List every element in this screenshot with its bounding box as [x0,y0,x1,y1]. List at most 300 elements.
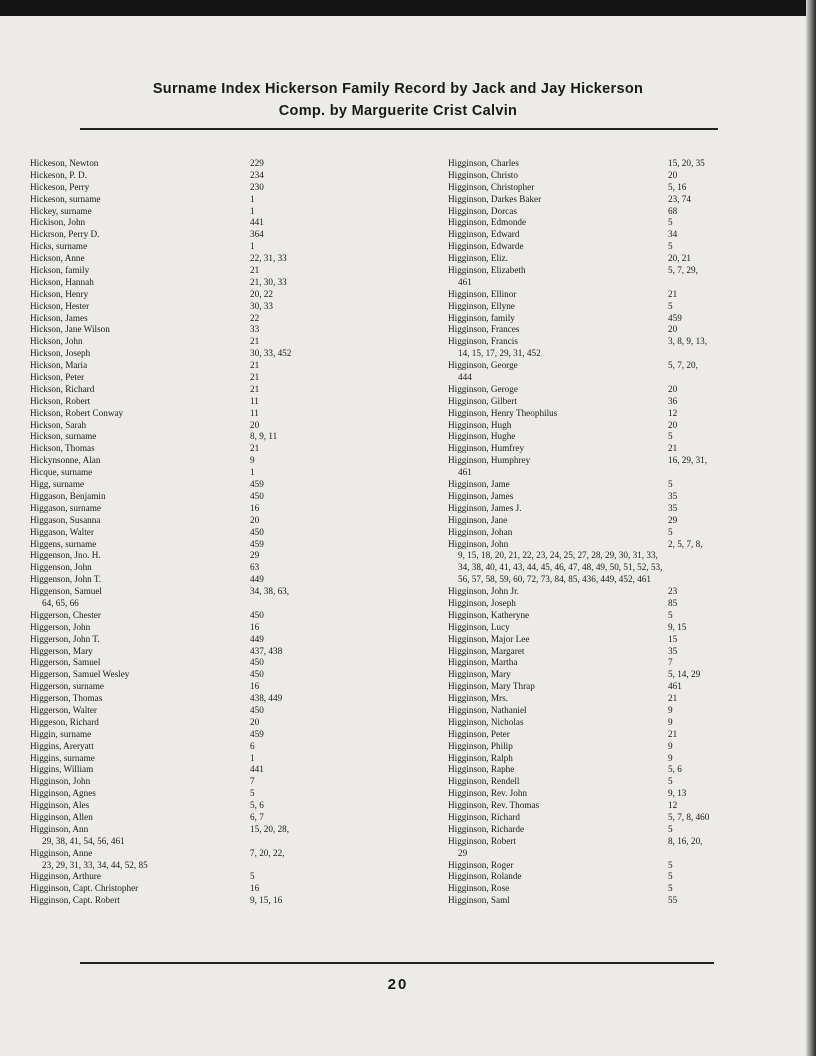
entry-name: Hickson, Hannah [30,276,94,287]
index-entry [30,729,390,741]
index-entry [448,812,748,824]
entry-pages: 5 [668,217,673,228]
entry-name: Higginson, Katheryne [448,609,530,620]
entry-pages: 441 [250,764,264,775]
index-entry [30,812,390,824]
entry-name: Hickson, Robert Conway [30,407,124,418]
scan-top-border [0,0,816,16]
entry-pages: 5 [668,300,673,311]
index-entry [30,776,390,788]
index-entry [30,384,390,396]
index-entry [448,527,748,539]
entry-name: Hickson, Hester [30,300,90,311]
index-column-left [30,158,390,907]
entry-name: Higginson, Rolande [448,871,522,882]
entry-pages-continued: 461 [458,276,472,287]
index-entry [30,539,390,551]
entry-name: Hickson, James [30,312,88,323]
index-entry [448,729,748,741]
entry-name: Higgason, Susanna [30,514,101,525]
index-entry [448,646,748,658]
entry-name: Higginson, Geroge [448,383,518,394]
entry-pages: 21, 30, 33 [250,276,287,287]
index-entry [448,717,748,729]
entry-pages: 63 [250,562,260,573]
entry-pages: 20, 21 [668,253,691,264]
index-entry [448,206,748,218]
entry-pages: 21 [250,360,260,371]
index-column-right [448,158,748,907]
entry-pages: 9 [668,704,673,715]
entry-pages: 1 [250,241,255,252]
entry-name: Higginson, Major Lee [448,633,530,644]
index-entry [30,871,390,883]
index-entry [30,586,390,610]
scan-right-edge [806,0,816,1056]
index-entry [448,622,748,634]
entry-name: Higginson, Roger [448,859,514,870]
entry-name: Higginson, George [448,360,518,371]
entry-pages: 438, 449 [250,693,283,704]
entry-name: Higgerson, Chester [30,609,101,620]
index-entry [30,515,390,527]
entry-name: Hickynsonne, Alan [30,455,101,466]
entry-name: Higginson, Hugh [448,419,512,430]
entry-pages: 55 [668,895,678,906]
index-entry [30,467,390,479]
entry-pages: 21 [668,728,678,739]
entry-name: Higginson, Humphrey [448,455,531,466]
index-entry [30,158,390,170]
header-divider [80,128,718,130]
entry-name: Higginson, Gilbert [448,395,517,406]
entry-pages: 35 [668,502,678,513]
index-entry [448,182,748,194]
entry-name: Higginson, Edwarde [448,241,524,252]
entry-pages: 1 [250,205,255,216]
entry-name: Higginson, Lucy [448,621,510,632]
entry-pages: 9, 15 [668,621,687,632]
entry-name: Higginson, Christopher [448,181,535,192]
entry-pages: 33 [250,324,260,335]
entry-pages: 459 [250,479,264,490]
entry-pages: 30, 33 [250,300,273,311]
entry-name: Hickeson, surname [30,193,101,204]
entry-pages: 9, 15, 16 [250,895,283,906]
index-entry [448,443,748,455]
entry-name: Higginson, Agnes [30,788,96,799]
index-entry [30,301,390,313]
entry-name: Higginson, Anne [30,847,93,858]
index-entry [30,206,390,218]
entry-pages: 5 [668,609,673,620]
entry-name: Higgens, surname [30,538,97,549]
index-entry [448,764,748,776]
index-entry [30,372,390,384]
entry-pages: 5 [668,776,673,787]
entry-name: Higgeson, Richard [30,716,99,727]
entry-pages: 450 [250,490,264,501]
entry-pages: 35 [668,490,678,501]
entry-pages: 22, 31, 33 [250,253,287,264]
index-entry [30,800,390,812]
entry-pages: 34 [668,229,678,240]
entry-pages: 20 [250,419,260,430]
entry-name: Higginson, Christo [448,169,518,180]
entry-name: Hickson, Joseph [30,348,91,359]
index-entry [30,646,390,658]
index-entry [448,895,748,907]
index-entry [448,241,748,253]
entry-pages: 5, 6 [668,764,682,775]
entry-pages-continued: 34, 38, 40, 41, 43, 44, 45, 46, 47, 48, 49, 50, 51, 52, 53, [458,562,663,573]
entry-pages: 34, 38, 63, [250,586,290,597]
entry-name: Higginson, Robert [448,835,516,846]
entry-name: Higgerson, Thomas [30,693,103,704]
page-header [0,78,796,122]
entry-pages: 21 [250,265,260,276]
entry-pages: 8, 9, 11 [250,431,278,442]
entry-pages: 22 [250,312,260,323]
entry-name: Higginson, John Jr. [448,586,519,597]
entry-pages: 21 [668,693,678,704]
index-entry [448,313,748,325]
index-entry [30,657,390,669]
index-entry [448,657,748,669]
entry-pages: 459 [668,312,682,323]
entry-name: Higginson, Ales [30,800,90,811]
index-entry [30,324,390,336]
entry-name: Higgenson, Samuel [30,586,102,597]
index-entry [448,360,748,384]
entry-pages: 5 [668,823,673,834]
entry-pages: 7 [250,776,255,787]
entry-name: Higginson, Hughe [448,431,516,442]
entry-pages: 2, 5, 7, 8, [668,538,703,549]
entry-name: Higginson, Johan [448,526,513,537]
entry-pages: 16 [250,502,260,513]
entry-pages: 21 [668,288,678,299]
index-entry [448,431,748,443]
entry-name: Higginson, Arthure [30,871,101,882]
entry-pages: 5 [668,241,673,252]
entry-name: Higginson, Eliz. [448,253,508,264]
entry-pages: 450 [250,704,264,715]
entry-pages: 450 [250,526,264,537]
index-entry [448,301,748,313]
entry-name: Higginson, Peter [448,728,510,739]
entry-name: Higginson, Capt. Robert [30,895,120,906]
entry-name: Higgenson, Jno. H. [30,550,101,561]
index-entry [30,562,390,574]
entry-name: Higgin, surname [30,728,92,739]
page-title: Surname Index Hickerson Family Record by Jack and Jay Hickerson [152,81,644,97]
entry-pages: 21 [250,372,260,383]
index-entry [448,229,748,241]
index-entry [30,741,390,753]
index-entry [30,574,390,586]
entry-name: Higginson, Frances [448,324,520,335]
index-entry [30,848,390,872]
entry-pages: 5 [668,871,673,882]
entry-name: Higginson, Darkes Baker [448,193,542,204]
entry-pages: 459 [250,538,264,549]
entry-name: Hickson, family [30,265,90,276]
entry-pages: 30, 33, 452 [250,348,292,359]
entry-name: Higgenson, John T. [30,574,102,585]
index-entry [30,753,390,765]
entry-pages-continued: 9, 15, 18, 20, 21, 22, 23, 24, 25, 27, 28, 29, 30, 31, 33, [458,550,658,561]
entry-name: Hickson, Thomas [30,443,95,454]
entry-pages-continued: 29 [458,847,468,858]
entry-pages: 85 [668,597,678,608]
entry-name: Higginson, Francis [448,336,518,347]
entry-pages-continued: 23, 29, 31, 33, 34, 44, 52, 85 [42,859,148,870]
index-entry [448,860,748,872]
entry-pages-continued: 29, 38, 41, 54, 56, 461 [42,835,125,846]
index-entry [30,431,390,443]
index-entry [30,693,390,705]
index-entry [30,348,390,360]
index-entry [30,313,390,325]
index-entry [30,229,390,241]
index-entry [30,253,390,265]
index-entry [448,693,748,705]
entry-name: Hickson, Richard [30,383,95,394]
entry-pages: 68 [668,205,678,216]
index-entry [448,586,748,598]
entry-pages: 15, 20, 28, [250,823,290,834]
index-entry [448,539,748,587]
entry-name: Hickeson, Perry [30,181,90,192]
index-entry [448,824,748,836]
index-entry [448,170,748,182]
entry-pages: 1 [250,752,255,763]
entry-name: Hickison, John [30,217,86,228]
index-entry [448,253,748,265]
page-number: 20 [387,976,409,993]
entry-name: Hickson, Sarah [30,419,87,430]
entry-pages: 21 [250,443,260,454]
index-entry [30,289,390,301]
entry-pages: 21 [250,383,260,394]
entry-pages: 5 [250,871,255,882]
entry-name: Hickson, Peter [30,372,85,383]
entry-pages: 5 [668,431,673,442]
entry-pages: 16 [250,621,260,632]
index-entry [448,705,748,717]
index-entry [448,384,748,396]
entry-name: Hickeson, P. D. [30,169,87,180]
index-entry [448,289,748,301]
entry-name: Hickson, surname [30,431,97,442]
entry-name: Higginson, Edmonde [448,217,527,228]
entry-pages: 5, 14, 29 [668,669,701,680]
entry-pages: 36 [668,395,678,406]
entry-name: Higginson, Nicholas [448,716,524,727]
entry-name: Hicks, surname [30,241,88,252]
entry-pages-continued: 14, 15, 17, 29, 31, 452 [458,348,541,359]
index-entry [30,420,390,432]
index-entry [30,681,390,693]
entry-pages: 20 [250,716,260,727]
entry-pages: 9 [668,740,673,751]
index-entry [448,408,748,420]
entry-name: Higginson, Ann [30,823,89,834]
entry-pages: 21 [668,443,678,454]
entry-name: Higginson, Allen [30,811,93,822]
entry-pages: 12 [668,800,678,811]
entry-name: Higginson, Margaret [448,645,525,656]
index-entry [448,681,748,693]
entry-name: Higginson, Henry Theophilus [448,407,558,418]
index-entry [30,764,390,776]
entry-pages: 6 [250,740,255,751]
entry-pages: 1 [250,193,255,204]
index-entry [448,420,748,432]
entry-pages: 1 [250,467,255,478]
entry-pages: 5, 7, 20, [668,360,698,371]
entry-name: Higg, surname [30,479,85,490]
index-entry [448,324,748,336]
entry-name: Hickson, Anne [30,253,85,264]
entry-name: Higginson, Jame [448,479,510,490]
index-entry [448,741,748,753]
index-entry [30,455,390,467]
entry-pages: 20 [668,169,678,180]
index-entry [448,336,748,360]
index-entry [448,455,748,479]
entry-pages: 5 [668,479,673,490]
index-entry [30,396,390,408]
entry-pages: 5 [250,788,255,799]
index-entry [448,491,748,503]
entry-pages-continued: 444 [458,372,472,383]
index-entry [448,217,748,229]
entry-pages: 230 [250,181,264,192]
entry-pages: 20 [668,419,678,430]
entry-pages: 234 [250,169,264,180]
entry-name: Higginson, Edward [448,229,520,240]
entry-name: Higginson, Humfrey [448,443,525,454]
index-entry [448,634,748,646]
entry-name: Higgason, Walter [30,526,94,537]
entry-pages: 12 [668,407,678,418]
index-entry [30,895,390,907]
index-entry [30,336,390,348]
entry-pages: 16 [250,681,260,692]
index-entry [30,622,390,634]
index-entry [30,408,390,420]
index-entry [30,265,390,277]
index-entry [30,170,390,182]
index-entry [448,883,748,895]
entry-pages: 9, 13 [668,788,687,799]
entry-name: Higginson, Rev. John [448,788,528,799]
entry-name: Higginson, Dorcas [448,205,517,216]
entry-pages: 5 [668,883,673,894]
index-entry [30,669,390,681]
index-entry [30,241,390,253]
entry-pages: 5, 16 [668,181,687,192]
entry-name: Higginson, Rendell [448,776,520,787]
entry-name: Hickson, John [30,336,83,347]
entry-pages: 437, 438 [250,645,283,656]
index-entry [30,610,390,622]
entry-pages: 7, 20, 22, [250,847,285,858]
index-entry [30,634,390,646]
index-entry [448,800,748,812]
entry-name: Higginson, Nathaniel [448,704,527,715]
entry-name: Higginson, Capt. Christopher [30,883,139,894]
index-entry [448,479,748,491]
index-entry [30,883,390,895]
entry-name: Higginson, Elizabeth [448,265,526,276]
index-entry [448,788,748,800]
entry-name: Higginson, James J. [448,502,522,513]
index-entry [448,396,748,408]
entry-pages: 11 [250,395,259,406]
entry-pages: 9 [668,716,673,727]
entry-name: Higgerson, John [30,621,91,632]
entry-pages: 450 [250,609,264,620]
entry-pages: 7 [668,657,673,668]
entry-name: Hicque, surname [30,467,93,478]
entry-name: Higgins, surname [30,752,95,763]
entry-pages: 21 [250,336,260,347]
entry-name: Higginson, Saml [448,895,510,906]
entry-name: Higgerson, Walter [30,704,97,715]
entry-name: Higginson, Mary [448,669,511,680]
entry-pages: 11 [250,407,259,418]
entry-name: Higginson, Richard [448,811,520,822]
page-subtitle: Comp. by Marguerite Crist Calvin [278,103,518,119]
entry-name: Higginson, Rose [448,883,510,894]
entry-name: Higginson, Ralph [448,752,513,763]
entry-name: Higgerson, Samuel Wesley [30,669,130,680]
entry-name: Higgerson, Samuel [30,657,101,668]
entry-pages: 449 [250,633,264,644]
entry-pages: 5 [668,526,673,537]
index-entry [448,503,748,515]
entry-pages: 5, 6 [250,800,264,811]
entry-pages: 20, 22 [250,288,273,299]
entry-name: Higgerson, surname [30,681,104,692]
index-entry [30,217,390,229]
entry-pages: 20 [668,383,678,394]
entry-pages: 449 [250,574,264,585]
index-entry [30,503,390,515]
entry-pages: 29 [668,514,678,525]
entry-name: Higginson, Rev. Thomas [448,800,540,811]
entry-pages-continued: 461 [458,467,472,478]
entry-pages: 20 [668,324,678,335]
entry-name: Hickson, Henry [30,288,89,299]
index-entry [30,194,390,206]
entry-name: Higgason, Benjamin [30,490,106,501]
index-entry [448,753,748,765]
index-entry [448,610,748,622]
entry-name: Higginson, Ellyne [448,300,515,311]
entry-pages: 35 [668,645,678,656]
entry-name: Higginson, Raphe [448,764,515,775]
entry-name: Hickey, surname [30,205,92,216]
entry-name: Higginson, Martha [448,657,518,668]
entry-name: Higginson, Philip [448,740,513,751]
entry-pages: 459 [250,728,264,739]
index-entry [30,717,390,729]
index-entry [448,776,748,788]
